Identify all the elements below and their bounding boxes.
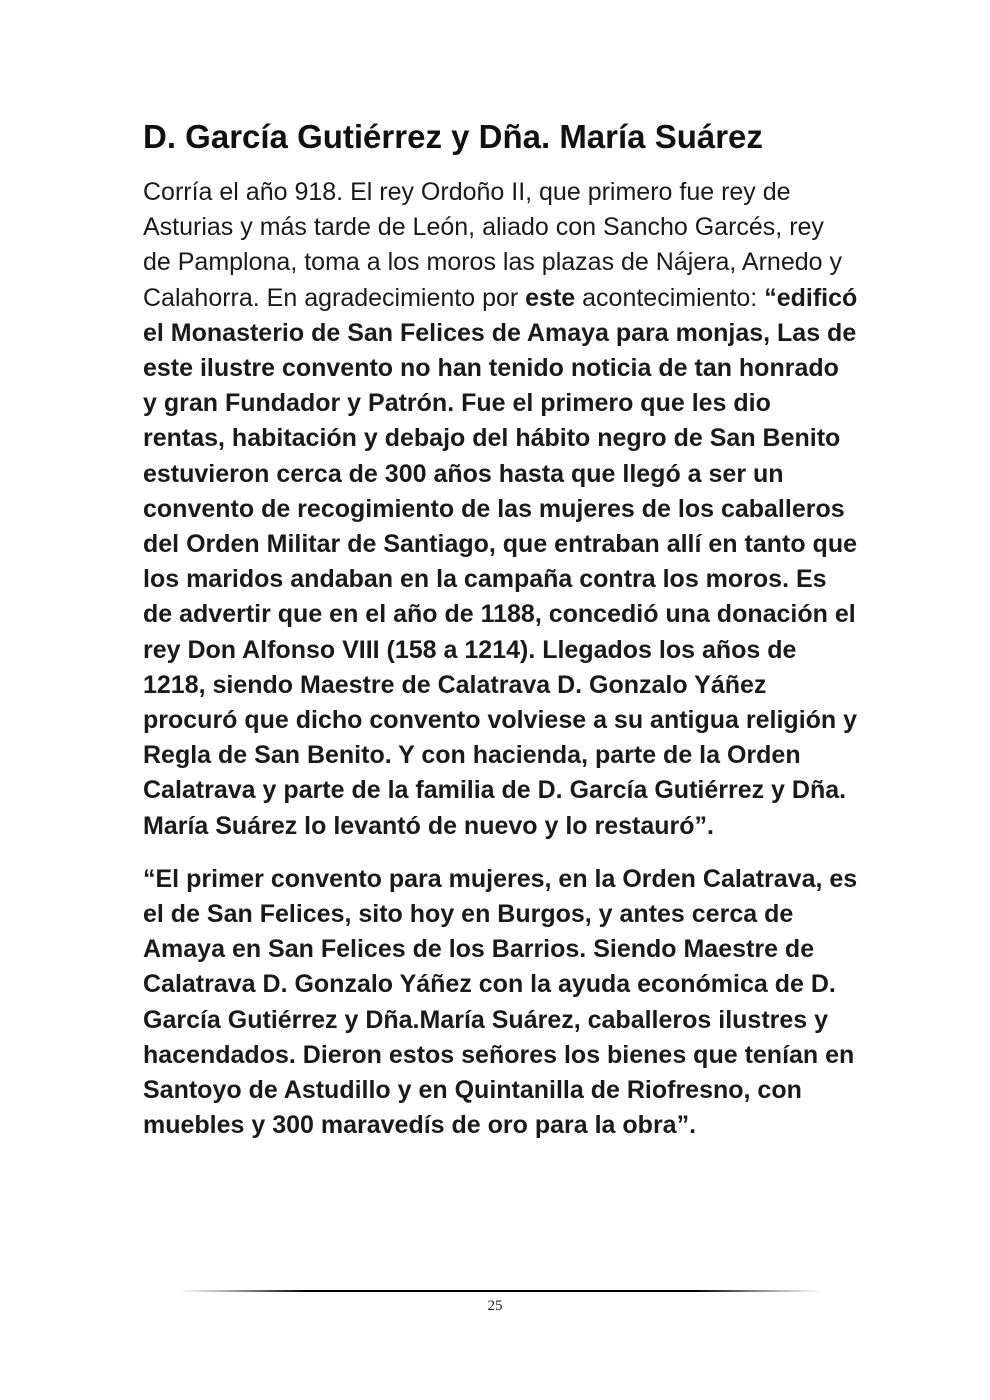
paragraph-1-quote: “edificó el Monasterio de San Felices de Amaya para monjas, Las de este ilustre convento no han tenido noticia de tan honrado y gran Fundador y Patrón. Fue el primero que les dio rentas, habitación y debajo del hábito negro de San Benito estuvieron cerca de 300 años hasta que llegó a ser un convento de recogimiento de las mujeres de los caballeros del Orden Militar de Santiago, que entraban allí en tanto que los maridos andaban en la campaña contra los moros. Es de advertir que en el año de 1188, concedió una donación el rey Don Alfonso VIII (158 a 1214). Llegados los años de 1218, siendo Maestre de Calatrava D. Gonzalo Yáñez procuró que dicho convento volviese a su antigua religión y Regla de San Benito. Y con hacienda, parte de la Orden Calatrava y parte de la familia de D. García Gutiérrez y Dña. María Suárez lo levantó de nuevo y lo restauró”. bbox=[143, 283, 858, 840]
paragraph-1-text: Corría el año 918. El rey Ordoño II, que primero fue rey de Asturias y más tarde de León, aliado con Sancho Garcés, rey de Pamplona, toma a los moros las plazas de Nájera, Arnedo y Calahorra. En agradecimiento por bbox=[143, 178, 842, 312]
paragraph-1 bbox=[143, 175, 858, 844]
paragraph-2: “El primer convento para mujeres, en la Orden Calatrava, es el de San Felices, sito hoy en Burgos, y antes cerca de Amaya en San Felices de los Barrios. Siendo Maestre de Calatrava D. Gonzalo Yáñez con la ayuda económica de D. García Gutiérrez y Dña.María Suárez, caballeros ilustres y hacendados. Dieron estos señores los bienes que tenían en Santoyo de Astudillo y en Quintanilla de Riofresno, con muebles y 300 maravedís de oro para la obra”. bbox=[143, 864, 858, 1140]
paragraph-1-text-2: acontecimiento: bbox=[575, 283, 765, 312]
footer-divider bbox=[178, 1290, 823, 1292]
body-text bbox=[143, 175, 858, 1161]
page-number: 25 bbox=[487, 1298, 503, 1314]
page-title: D. García Gutiérrez y Dña. María Suárez bbox=[143, 118, 763, 155]
paragraph-1-bold-word: este bbox=[525, 283, 576, 312]
